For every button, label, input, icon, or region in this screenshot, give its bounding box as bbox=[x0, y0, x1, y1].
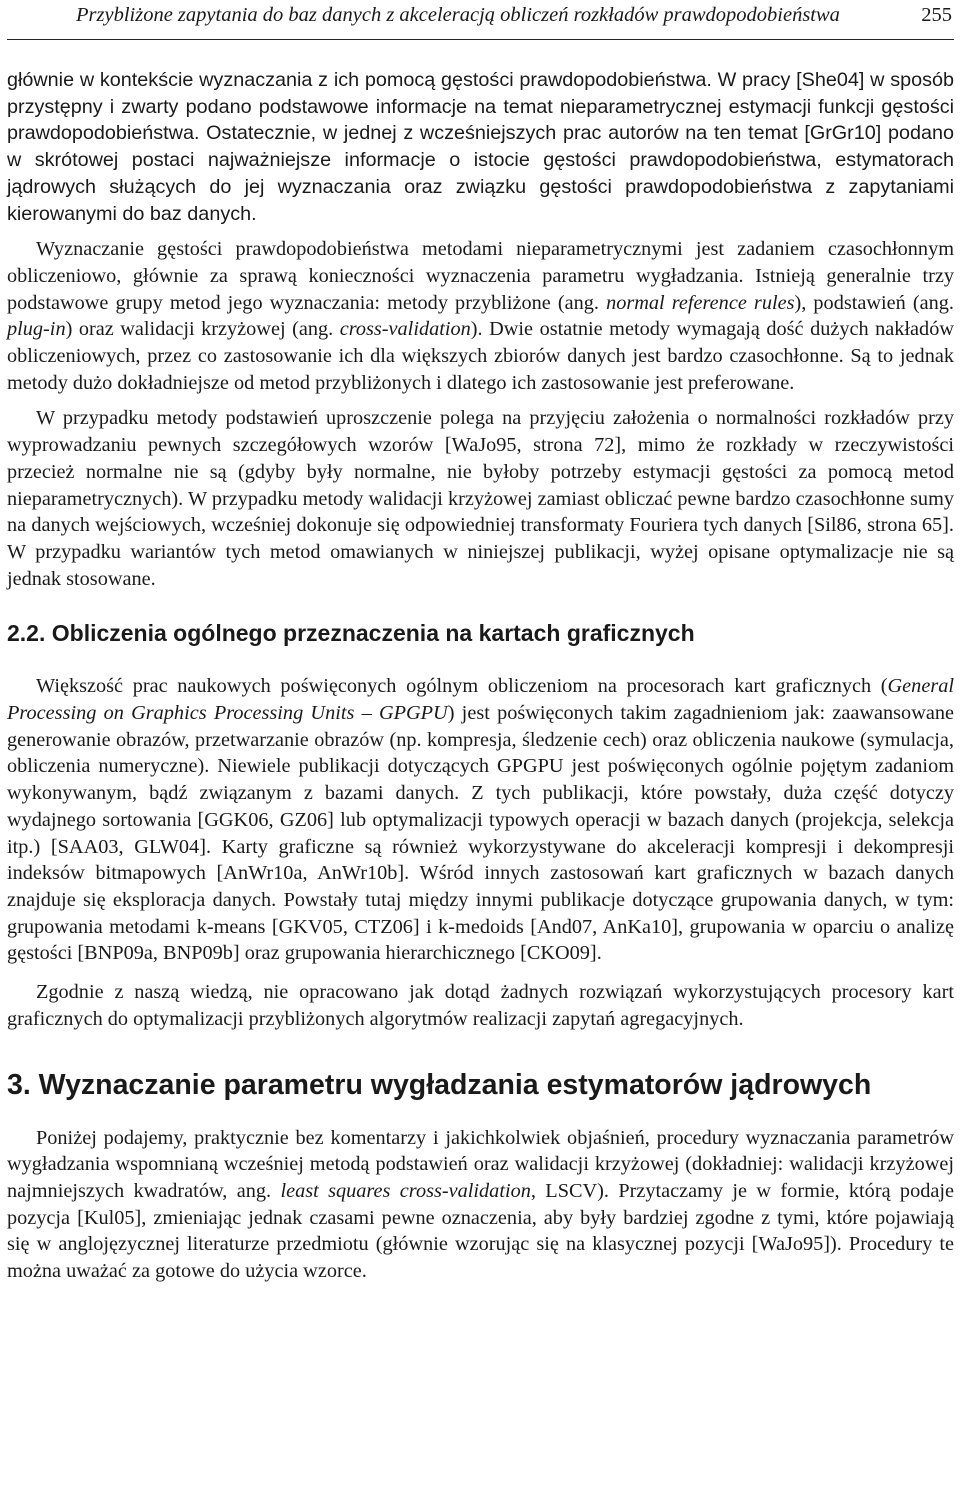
paragraph-text: ). Dwie ostatnie metody wymagają dość dużych nakładów obliczeniowych, przez co zastosowanie ich dla większych zbiorów danych jest bardzo czasochłonne. Są to jednak metody dużo dokładniejsze od metod przybliżonych i dlatego ich zastosowanie jest preferowane. bbox=[7, 318, 954, 394]
paragraph-text: Zgodnie z naszą wiedzą, nie opracowano jak dotąd żadnych rozwiązań wykorzystujących procesory kart graficznych do optymalizacji przybliżonych algorytmów realizacji zapytań agregacyjnych. bbox=[7, 981, 954, 1030]
running-header-title: Przybliżone zapytania do baz danych z akceleracją obliczeń rozkładów prawdopodobieństwa bbox=[76, 4, 840, 26]
paragraph-text: głównie w kontekście wyznaczania z ich pomocą gęstości prawdopodobieństwa. W pracy [She04] w sposób przystępny i zwarty podano podstawowe informacje na temat nieparametrycznej estymacji funkcji gęstości prawdopodobieństwa. Ostatecznie, w jednej z wcześniejszych prac autorów na ten temat [GrGr10] podano w skrótowej postaci najważniejsze informacje o istocie gęstości prawdopodobieństwa, estymatorach jądrowych służących do jej wyznaczania oraz związku gęstości prawdopodobieństwa z zapytaniami kierowanymi do baz danych. bbox=[7, 69, 954, 225]
term-italic: least squares cross-validation bbox=[280, 1179, 531, 1202]
paragraph-procedures bbox=[7, 1125, 954, 1285]
term-italic: General Processing on Graphics Processing Units – GPGPU bbox=[7, 675, 954, 725]
paragraph-text: , LSCV). Przytaczamy je w formie, którą podaje pozycja [Kul05], zmieniając jednak czasami pewne oznaczenia, aby były bardziej zgodne z tymi, które pojawiają się w anglojęzycznej literaturze przedmiotu (głównie wzorując się na klasycznej pozycji [WaJo95]). Procedury te można uważać za gotowe do użycia wzorce. bbox=[7, 1179, 954, 1283]
section-heading-2-2: 2.2. Obliczenia ogólnego przeznaczenia na kartach graficznych bbox=[7, 620, 695, 647]
paragraph-text: W przypadku metody podstawień uproszczenie polega na przyjęciu założenia o normalności rozkładów przy wyprowadzaniu pewnych szczegółowych wzorów [WaJo95, strona 72], mimo że rozkłady w rzeczywistości przecież normalne nie są (gdyby były normalne, nie byłoby potrzeby estymacji gęstości za pomocą metod nieparametrycznych). W przypadku metody walidacji krzyżowej zamiast obliczać pewne bardzo czasochłonne sumy na danych wejściowych, wcześniej dokonuje się odpowiedniej transformaty Fouriera tych danych [Sil86, strona 65]. W przypadku wariantów tych metod omawianych w niniejszej publikacji, wyżej opisane optymalizacje nie są jednak stosowane. bbox=[7, 407, 954, 590]
section-heading-3: 3. Wyznaczanie parametru wygładzania estymatorów jądrowych bbox=[7, 1068, 872, 1101]
term-italic: plug-in bbox=[7, 318, 66, 341]
paragraph-knowledge bbox=[7, 979, 954, 1032]
term-italic: cross-validation bbox=[339, 318, 471, 341]
paragraph-plugin-method bbox=[7, 405, 954, 592]
paragraph-gpgpu bbox=[7, 673, 954, 967]
document-page bbox=[7, 0, 954, 1285]
paragraph-continuation bbox=[7, 67, 954, 227]
running-header bbox=[7, 0, 954, 40]
paragraph-text: Większość prac naukowych poświęconych ogólnym obliczeniom na procesorach kart graficznych ( bbox=[36, 675, 888, 698]
paragraph-text: Poniżej podajemy, praktycznie bez komentarzy i jakichkolwiek objaśnień, procedury wyznaczania parametrów wygładzania wspomnianą wcześniej metodą podstawień oraz walidacji krzyżowej (dokładniej: walidacji krzyżowej najmniejszych kwadratów, ang. bbox=[7, 1126, 954, 1202]
page-number: 255 bbox=[921, 4, 952, 26]
paragraph-text: ) jest poświęconych takim zagadnieniom jak: zaawansowane generowanie obrazów, przetwarzanie obrazów (np. kompresja, śledzenie cech) oraz obliczenia naukowe (symulacja, obliczenia numeryczne). Niewiele publikacji dotyczących GPGPU jest poświęconych ogólnie pojętym zadaniom wykonywanym, bądź związanym z bazami danych. Z tych publikacji, które powstały, duża część dotyczy wydajnego sortowania [GGK06, GZ06] lub optymalizacji typowych operacji w bazach danych (projekcja, selekcja itp.) [SAA03, GLW04]. Karty graficzne są również wykorzystywane do akceleracji kompresji i dekompresji indeksów bitmapowych [AnWr10a, AnWr10b]. Wśród innych zastosowań kart graficznych w bazach danych znajduje się eksploracja danych. Powstały tutaj między innymi publikacje dotyczące grupowania danych, w tym: grupowania metodami k-means [GKV05, CTZ06] i k-medoids [And07, AnKa10], grupowania w oparciu o analizę gęstości [BNP09a, BNP09b] oraz grupowania hierarchicznego [CKO09]. bbox=[7, 702, 954, 965]
term-italic: normal reference rules bbox=[606, 291, 795, 314]
paragraph-text: Wyznaczanie gęstości prawdopodobieństwa metodami nieparametrycznymi jest zadaniem czasochłonnym obliczeniowo, głównie za sprawą konieczności wyznaczenia parametru wygładzania. Istnieją generalnie trzy podstawowe grupy metod jego wyznaczania: metody przybliżone (ang. bbox=[7, 238, 954, 314]
paragraph-text: ) oraz walidacji krzyżowej (ang. bbox=[65, 318, 340, 341]
paragraph-text: ), podstawień (ang. bbox=[794, 291, 954, 314]
paragraph-density-methods bbox=[7, 236, 954, 396]
